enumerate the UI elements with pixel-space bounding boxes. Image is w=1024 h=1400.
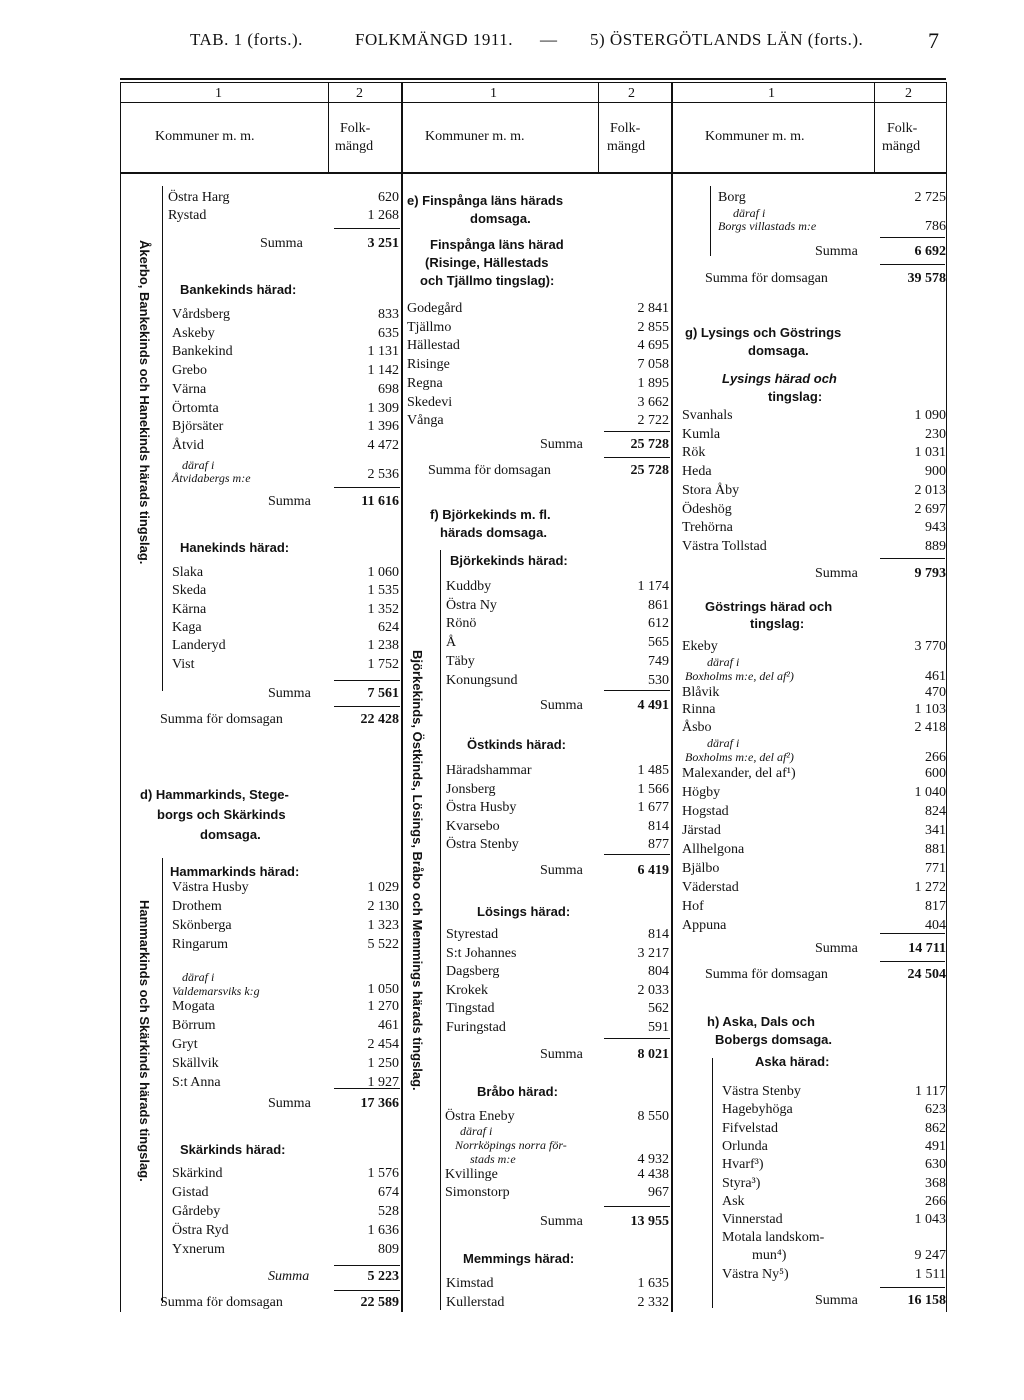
row-name: Trehörna	[682, 520, 733, 536]
row-value: 461	[925, 669, 946, 684]
section-heading: och Tjällmo tingslag):	[420, 273, 555, 288]
row-value: 1 043	[914, 1212, 946, 1228]
row-value: 2 130	[367, 899, 399, 914]
row-value: 470	[925, 685, 946, 700]
section-heading: Finspånga läns härad	[430, 237, 564, 252]
row-value: 3 662	[637, 394, 669, 410]
row-value: 1 238	[367, 638, 399, 654]
row-name: Skönberga	[172, 918, 232, 933]
row-name: Gryt	[172, 1037, 198, 1052]
summa-label: Summa	[268, 1096, 311, 1111]
row-value: 771	[925, 861, 946, 876]
row-name: Bjälbo	[682, 861, 720, 876]
row-value: 5 522	[367, 937, 399, 952]
row-name: Rönö	[446, 616, 477, 632]
summa-label: Summa för domsagan	[428, 463, 551, 478]
row-value: 1 174	[637, 579, 669, 594]
row-value: 623	[925, 1102, 946, 1118]
row-value: 1 142	[367, 363, 399, 379]
row-value: 1 677	[637, 800, 669, 815]
col-number: 1	[215, 86, 222, 101]
section-heading: tingslag:	[768, 389, 823, 404]
summa-label: Summa	[268, 686, 311, 701]
domsaga-heading: h) Aska, Dals och	[707, 1014, 815, 1029]
summa-value: 17 366	[360, 1096, 399, 1111]
row-value: 1 270	[367, 999, 399, 1014]
row-name: Vånga	[407, 413, 444, 429]
row-name: Fifvelstad	[722, 1120, 778, 1136]
row-value: 1 103	[914, 702, 946, 717]
summa-label: Summa för domsagan	[705, 967, 828, 982]
section-heading: Östkinds härad:	[467, 737, 566, 752]
summa-label: Summa	[815, 244, 858, 259]
row-name: Kvillinge	[445, 1167, 498, 1182]
row-name: Blåvik	[682, 685, 720, 700]
row-name: Kvarsebo	[446, 818, 500, 834]
row-value: 2 418	[914, 720, 946, 735]
row-name: Konungsund	[446, 672, 518, 688]
row-value: 900	[925, 464, 946, 480]
summa-label: Summa	[815, 566, 858, 581]
row-value: 1 090	[914, 408, 946, 423]
row-name: Ekeby	[682, 639, 718, 654]
row-name: Ödeshög	[682, 501, 732, 517]
row-value: 1 576	[367, 1166, 399, 1181]
row-value: 1 635	[637, 1276, 669, 1291]
row-name: Täby	[446, 653, 475, 669]
row-value: 674	[378, 1185, 399, 1200]
row-value: 1 535	[367, 583, 399, 599]
summa-label: Summa för domsagan	[160, 712, 283, 727]
summa-value: 8 021	[637, 1047, 669, 1062]
summa-label: Summa för domsagan	[160, 1295, 283, 1310]
row-name: Simonstorp	[445, 1185, 510, 1200]
header-mangd: mängd	[882, 139, 921, 154]
row-name: Kuddby	[446, 579, 492, 594]
domsaga-heading: g) Lysings och Göstrings	[685, 325, 842, 340]
table-label: TAB. 1 (forts.).	[190, 30, 303, 49]
row-value: 877	[648, 837, 669, 852]
row-value: 2 013	[914, 482, 946, 498]
row-name: Bankekind	[172, 344, 233, 360]
row-name: Hogstad	[682, 804, 729, 819]
row-name: Rök	[682, 445, 706, 461]
row-name: Hagebyhöga	[722, 1102, 793, 1118]
row-name: Skedevi	[407, 394, 453, 410]
domsaga-heading: d) Hammarkinds, Stege-	[140, 787, 289, 802]
row-value: 814	[648, 818, 669, 834]
daraf-note: däraf i	[460, 1124, 493, 1138]
daraf-note: däraf i	[707, 736, 740, 750]
summa-value: 24 504	[907, 967, 946, 982]
region-title: 5) ÖSTERGÖTLANDS LÄN (forts.).	[590, 30, 864, 49]
summa-value: 25 728	[630, 437, 669, 452]
row-value: 1 927	[367, 1075, 399, 1090]
summa-value: 7 561	[367, 686, 399, 701]
summa-value: 3 251	[367, 236, 399, 251]
page-title: FOLKMÄNGD 1911.	[355, 30, 513, 49]
domsaga-heading: Bobergs domsaga.	[715, 1032, 833, 1047]
row-name: Tingstad	[446, 1001, 495, 1016]
section-heading: Bankekinds härad:	[180, 282, 297, 297]
section-heading: Memmings härad:	[463, 1251, 575, 1266]
domsaga-heading: f) Björkekinds m. fl.	[430, 507, 551, 522]
row-value: 3 217	[637, 945, 669, 961]
row-value: 2 697	[914, 501, 946, 517]
side-label-akerbo: Åkerbo, Bankekinds och Hanekinds härads tingslag.	[137, 240, 152, 565]
row-value: 266	[925, 1193, 946, 1209]
row-value: 1 511	[915, 1267, 946, 1282]
side-label-hammarkind: Hammarkinds och Skärkinds härads tingslag.	[137, 900, 152, 1182]
row-value: 4 695	[637, 338, 669, 354]
summa-label: Summa	[815, 941, 858, 956]
row-value: 1 323	[367, 918, 399, 933]
domsaga-heading: domsaga.	[200, 827, 261, 842]
row-value: 4 472	[367, 437, 399, 453]
row-name: Appuna	[682, 918, 727, 933]
title-dash: —	[540, 30, 558, 49]
domsaga-heading: e) Finspånga läns härads	[407, 193, 564, 208]
row-value: 1 131	[367, 344, 399, 360]
row-name: Borgs villastads m:e	[718, 219, 817, 233]
row-name: Östra Husby	[446, 800, 517, 815]
row-value: 4 438	[637, 1167, 669, 1182]
row-name: Slaka	[172, 565, 204, 580]
row-value: 1 396	[367, 419, 399, 435]
row-value: 698	[378, 381, 399, 397]
row-name: Östra Ny	[446, 597, 497, 613]
row-name: Järstad	[682, 823, 721, 838]
col-number: 2	[905, 86, 912, 101]
row-name: Västra Ny⁵)	[722, 1267, 789, 1282]
row-name: S:t Johannes	[446, 945, 517, 961]
section-heading: (Risinge, Hällestads	[425, 255, 549, 270]
row-name: Skällvik	[172, 1056, 219, 1071]
row-name: Godegård	[407, 301, 463, 316]
row-value: 833	[378, 307, 399, 322]
row-value: 1 309	[367, 400, 399, 416]
row-value: 943	[925, 520, 946, 536]
row-value: 889	[925, 538, 946, 554]
row-value: 2 454	[367, 1037, 399, 1052]
row-value: 1 060	[367, 565, 399, 580]
row-name: Örtomta	[172, 400, 219, 416]
row-name: Styrestad	[446, 927, 499, 942]
row-name: Norrköpings norra för-	[455, 1138, 567, 1152]
row-value: 1 895	[637, 375, 669, 391]
summa-label: Summa	[268, 494, 311, 509]
section-heading: Hanekinds härad:	[180, 540, 290, 555]
section-heading: Björkekinds härad:	[450, 553, 568, 568]
row-value: 1 566	[637, 781, 669, 797]
row-value: 881	[925, 842, 946, 857]
daraf-note: däraf i	[182, 970, 215, 984]
row-value: 9 247	[914, 1248, 946, 1263]
row-value: 230	[925, 426, 946, 442]
row-value: 967	[648, 1185, 669, 1200]
row-value: 861	[648, 597, 669, 613]
row-value: 1 268	[367, 208, 399, 223]
row-name: Västra Stenby	[722, 1084, 801, 1099]
row-name: Svanhals	[682, 408, 733, 423]
domsaga-heading: domsaga.	[748, 343, 809, 358]
row-value: 7 058	[637, 357, 669, 373]
row-name: Landeryd	[172, 638, 226, 654]
row-name: Motala landskom-	[722, 1230, 825, 1245]
summa-value: 16 158	[907, 1293, 946, 1308]
header-kommuner: Kommuner m. m.	[705, 129, 805, 144]
row-name: Kimstad	[446, 1276, 494, 1291]
summa-label: Summa	[260, 236, 303, 251]
summa-label: Summa för domsagan	[705, 271, 828, 286]
row-name: Gårdeby	[172, 1204, 221, 1219]
summa-value: 9 793	[914, 566, 946, 581]
row-value: 2 855	[637, 319, 669, 335]
row-name: Hvarf³)	[722, 1157, 764, 1173]
summa-value: 4 491	[637, 698, 669, 713]
row-value: 862	[925, 1120, 946, 1136]
col-number: 1	[490, 86, 497, 101]
domsaga-heading: domsaga.	[470, 211, 531, 226]
row-name: Västra Husby	[172, 880, 249, 895]
header-folk: Folk-	[610, 121, 641, 136]
summa-value: 6 692	[914, 244, 946, 259]
row-value: 624	[378, 619, 399, 635]
section-heading: Lösings härad:	[477, 904, 571, 919]
summa-value: 11 616	[361, 494, 399, 509]
row-name: Kärna	[172, 601, 207, 617]
row-name: Skärkind	[172, 1166, 223, 1181]
row-value: 266	[925, 750, 946, 765]
summa-value: 22 589	[360, 1295, 399, 1310]
row-value: 562	[648, 1001, 669, 1016]
section-heading: tingslag:	[750, 616, 805, 631]
row-name: Åsbo	[682, 720, 712, 735]
row-name: Åtvidabergs m:e	[172, 471, 251, 485]
row-name: Östra Ryd	[172, 1223, 229, 1238]
row-value: 814	[648, 927, 669, 942]
row-name: Vinnerstad	[722, 1212, 783, 1228]
header-kommuner: Kommuner m. m.	[155, 129, 255, 144]
row-value: 530	[648, 672, 669, 688]
row-name: Orlunda	[722, 1138, 768, 1154]
row-value: 404	[925, 918, 946, 933]
row-value: 620	[378, 190, 399, 205]
summa-value: 5 223	[367, 1269, 399, 1284]
row-name: Yxnerum	[172, 1242, 225, 1257]
row-value: 600	[925, 766, 946, 781]
row-name: Jonsberg	[446, 781, 496, 797]
row-value: 804	[648, 964, 669, 979]
daraf-note: däraf i	[707, 655, 740, 669]
row-name: Heda	[682, 464, 712, 480]
row-name: Dagsberg	[446, 964, 500, 979]
row-name: Tjällmo	[407, 319, 452, 335]
row-name: Kullerstad	[446, 1295, 505, 1310]
row-name: Skeda	[172, 583, 207, 599]
row-value: 1 050	[367, 982, 399, 997]
summa-value: 25 728	[630, 463, 669, 478]
row-value: 1 031	[914, 445, 946, 461]
row-value: 1 272	[914, 880, 946, 895]
row-value: 491	[925, 1138, 946, 1154]
daraf-note: däraf i	[182, 458, 215, 472]
row-name: Östra Eneby	[445, 1109, 515, 1124]
row-name: stads m:e	[470, 1152, 516, 1166]
section-heading: Hammarkinds härad:	[170, 864, 300, 879]
row-name: Kaga	[172, 619, 202, 635]
row-value: 612	[648, 616, 669, 632]
row-value: 2 725	[914, 190, 946, 205]
row-name: Gistad	[172, 1185, 209, 1200]
row-name: Stora Åby	[682, 482, 740, 498]
section-heading: Skärkinds härad:	[180, 1142, 286, 1157]
summa-value: 39 578	[907, 271, 946, 286]
row-name: Furingstad	[446, 1019, 506, 1035]
row-name: Värna	[172, 381, 207, 397]
row-name: S:t Anna	[172, 1075, 221, 1090]
row-name: Grebo	[172, 363, 207, 379]
row-value: 824	[925, 804, 946, 819]
summa-label: Summa	[268, 1269, 310, 1284]
row-name: Drothem	[172, 899, 222, 914]
section-heading: Aska härad:	[755, 1054, 830, 1069]
row-name: Kumla	[682, 426, 721, 442]
row-name: Boxholms m:e, del af²)	[685, 669, 794, 683]
header-folk: Folk-	[887, 121, 918, 136]
row-value: 565	[648, 635, 669, 651]
row-value: 2 722	[637, 413, 669, 429]
row-name: Risinge	[407, 357, 450, 373]
row-name: Vist	[172, 656, 195, 672]
col-number: 1	[768, 86, 775, 101]
summa-label: Summa	[540, 437, 583, 452]
section-heading: Lysings härad och	[722, 371, 837, 386]
row-name: Vårdsberg	[172, 307, 231, 322]
section-heading: Göstrings härad och	[705, 599, 833, 614]
domsaga-heading: borgs och Skärkinds	[157, 807, 286, 822]
row-value: 1 636	[367, 1223, 399, 1238]
row-value: 2 536	[367, 467, 399, 482]
row-value: 809	[378, 1242, 399, 1257]
row-value: 2 841	[637, 301, 669, 316]
section-heading: Bråbo härad:	[477, 1084, 558, 1099]
row-name: Askeby	[172, 325, 215, 341]
summa-label: Summa	[540, 1047, 583, 1062]
row-name: Östra Harg	[168, 190, 230, 205]
col-number: 2	[628, 86, 635, 101]
row-name: Boxholms m:e, del af²)	[685, 750, 794, 764]
row-value: 1 040	[914, 785, 946, 800]
row-name: Västra Tollstad	[682, 538, 767, 554]
row-value: 368	[925, 1175, 946, 1191]
daraf-note: däraf i	[733, 206, 766, 220]
summa-label: Summa	[815, 1293, 858, 1308]
summa-value: 13 955	[630, 1214, 669, 1229]
summa-label: Summa	[540, 863, 583, 878]
row-value: 786	[925, 219, 946, 234]
row-name: Häradshammar	[446, 763, 532, 778]
row-name: Allhelgona	[682, 842, 745, 857]
row-name: Å	[446, 635, 457, 651]
header-folk: Folk-	[340, 121, 371, 136]
summa-value: 14 711	[908, 941, 946, 956]
row-name: Ringarum	[172, 937, 228, 952]
summa-value: 6 419	[637, 863, 669, 878]
row-value: 461	[378, 1018, 399, 1033]
row-name: Åtvid	[172, 437, 204, 453]
row-name: Krokek	[446, 982, 488, 998]
row-value: 1 485	[637, 763, 669, 778]
row-value: 2 332	[637, 1295, 669, 1310]
row-value: 630	[925, 1157, 946, 1173]
row-name: Östra Stenby	[446, 837, 519, 852]
row-value: 1 117	[915, 1084, 946, 1099]
row-value: 1 250	[367, 1056, 399, 1071]
domsaga-heading: härads domsaga.	[440, 525, 547, 540]
row-name: Börrum	[172, 1018, 216, 1033]
row-name: Valdemarsviks k:g	[172, 984, 260, 998]
row-value: 3 770	[914, 639, 946, 654]
summa-value: 22 428	[360, 712, 399, 727]
row-name: Hof	[682, 899, 704, 914]
header-kommuner: Kommuner m. m.	[425, 129, 525, 144]
row-value: 817	[925, 899, 946, 914]
row-value: 591	[648, 1019, 669, 1035]
row-value: 341	[925, 823, 946, 838]
row-value: 1 352	[367, 601, 399, 617]
row-value: 4 932	[637, 1152, 669, 1167]
row-value: 528	[378, 1204, 399, 1219]
row-name: mun⁴)	[752, 1248, 787, 1263]
side-label-bjorkekind: Björkekinds, Östkinds, Lösings, Bråbo och Memmings härads tingslag.	[410, 650, 425, 1091]
page-number: 7	[928, 28, 939, 53]
row-value: 2 033	[637, 982, 669, 998]
row-name: Väderstad	[682, 880, 739, 895]
row-name: Björsäter	[172, 419, 224, 435]
col-number: 2	[356, 86, 363, 101]
header-mangd: mängd	[607, 139, 646, 154]
row-value: 635	[378, 325, 399, 341]
row-name: Rinna	[682, 702, 716, 717]
row-name: Mogata	[172, 999, 215, 1014]
header-mangd: mängd	[335, 139, 374, 154]
row-name: Ask	[722, 1193, 745, 1209]
row-name: Regna	[407, 375, 443, 391]
row-value: 8 550	[637, 1109, 669, 1124]
row-name: Malexander, del af¹)	[682, 766, 796, 781]
row-name: Rystad	[168, 208, 207, 223]
row-name: Högby	[682, 785, 721, 800]
row-name: Hällestad	[407, 338, 460, 354]
summa-label: Summa	[540, 698, 583, 713]
row-name: Borg	[718, 190, 746, 205]
summa-label: Summa	[540, 1214, 583, 1229]
row-value: 749	[648, 653, 669, 669]
row-value: 1 029	[367, 880, 399, 895]
row-value: 1 752	[367, 656, 399, 672]
row-name: Styra³)	[722, 1175, 761, 1191]
